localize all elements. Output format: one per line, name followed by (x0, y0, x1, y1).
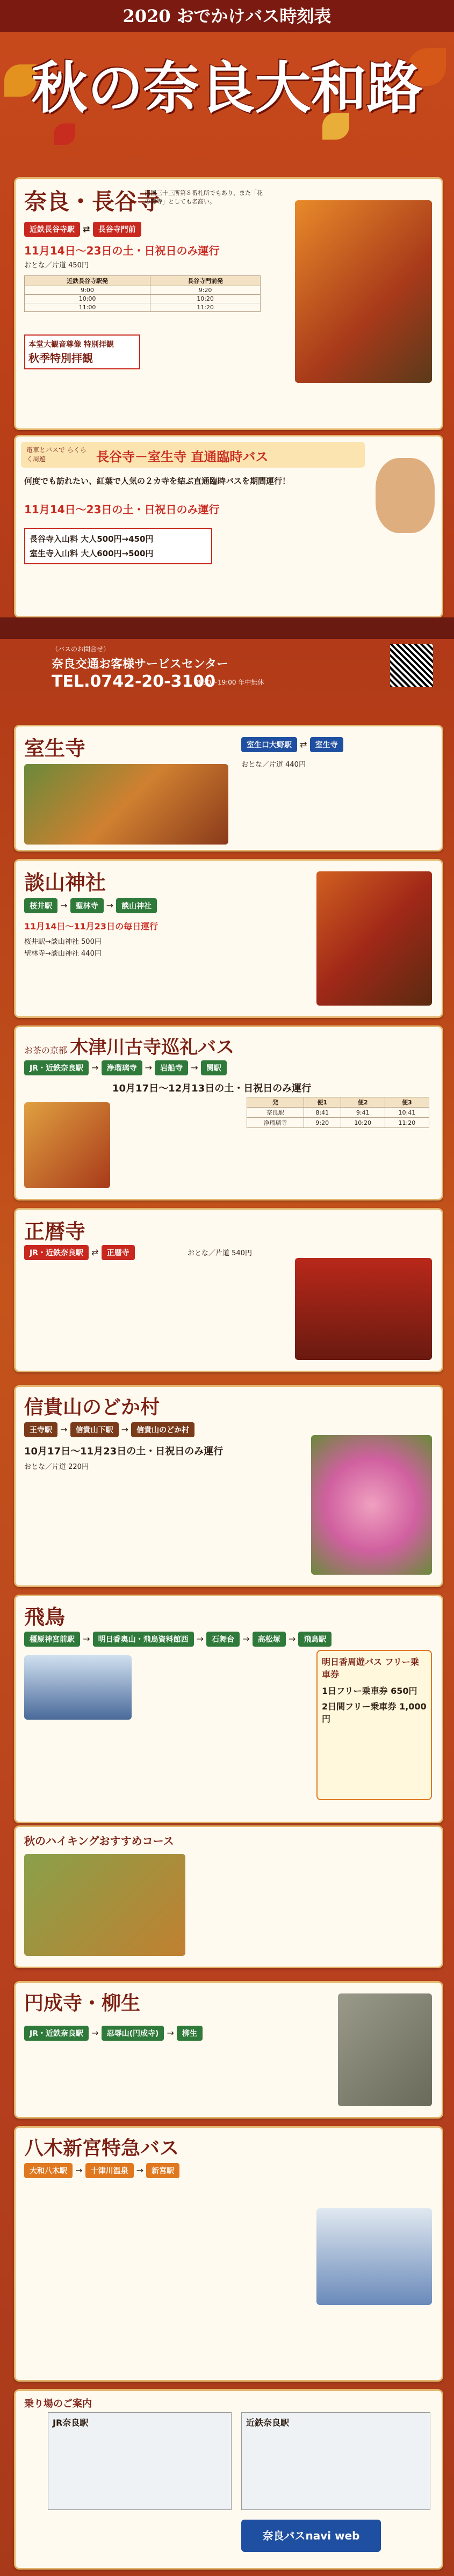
enjoji-route: JR・近鉄奈良駅 → 忍辱山(円成寺) → 柳生 (24, 2026, 203, 2041)
enjoji-title: 円成寺・柳生 (24, 1992, 141, 2014)
kizu-title: お茶の京都 木津川古寺巡礼バス (24, 1037, 235, 1058)
hase-desc: 西国三十三所第８番札所でもあり、また「花の御寺」としても名高い。 (145, 190, 263, 205)
tanzan-photo (316, 871, 432, 1006)
muro-fare: おとな／片道 440円 (241, 761, 306, 769)
map-kintetsu: 近鉄奈良駅 (241, 2412, 430, 2510)
service-center: （バスのお問合せ） 奈良交通お客様サービスセンター TEL.0742-20-3100 8:30〜19:00 年中無休 (14, 644, 440, 698)
hase-panel (14, 177, 443, 430)
kizu-route: JR・近鉄奈良駅 → 浄瑠璃寺 → 岩船寺 → 関駅 (24, 1060, 227, 1075)
shigi-photo (311, 1435, 432, 1575)
direct-header: 電車とバスで らくらく周遊 長谷寺－室生寺 直通臨時バス (21, 442, 365, 468)
route-to: 長谷寺門前 (93, 222, 141, 237)
web-link[interactable]: 奈良バスnavi web (241, 2520, 381, 2552)
yagi-panel (14, 2126, 443, 2382)
kizu-period: 10月17日〜12月13日の土・日祝日のみ運行 (112, 1083, 312, 1094)
footer-panel (14, 2389, 443, 2570)
shigi-route: 王寺駅 → 信貴山下駅 → 信貴山のどか村 (24, 1422, 194, 1437)
route-from: 近鉄長谷寺駅 (24, 222, 80, 237)
hase-special: 本堂大観音尊像 特別拝観 秋季特別拝観 (24, 334, 140, 369)
kizu-panel (14, 1025, 443, 1200)
deer-mascot-icon (376, 458, 435, 533)
direct-fares: 長谷寺入山料 大人500円→450円 室生寺入山料 大人600円→500円 (24, 528, 212, 564)
tanzan-route: 桜井駅 → 聖林寺 → 談山神社 (24, 898, 157, 913)
hase-photo (295, 200, 432, 383)
asuka-pass-box: 明日香周遊バス フリー乗車券 1日フリー乗車券 650円 2日間フリー乗車券 1,000円 (316, 1650, 432, 1800)
main-title: 秋の奈良大和路 (31, 55, 423, 121)
kizu-photo (24, 1102, 110, 1188)
hase-period: 11月14日〜23日の土・日祝日のみ運行 (24, 244, 220, 257)
hiking-panel (14, 1825, 443, 1968)
hase-route: 近鉄長谷寺駅 ⇄ 長谷寺門前 (24, 222, 141, 237)
hiking-photo (24, 1854, 185, 1956)
shigi-period: 10月17日〜11月23日の土・日祝日のみ運行 (24, 1446, 224, 1457)
muro-photo (24, 764, 228, 845)
map-label: 乗り場のご案内 (24, 2398, 92, 2410)
yagi-bus-photo (316, 2208, 432, 2305)
map-jr: JR奈良駅 (48, 2412, 232, 2510)
muro-route: 室生口大野駅 ⇄ 室生寺 (241, 737, 343, 752)
tanzan-panel: 談山神社 桜井駅 → 聖林寺 → 談山神社 11月14日〜11月23日の毎日運行 桜井駅→談山神社 500円 聖林寺→談山神社 440円 (14, 859, 443, 1018)
tanzan-period: 11月14日〜11月23日の毎日運行 (24, 921, 158, 932)
yagi-title: 八木新宮特急バス (24, 2137, 179, 2159)
direct-period: 11月14日〜23日の土・日祝日のみ運行 (24, 503, 220, 516)
direct-bus-panel (14, 435, 443, 618)
enjoji-photo (338, 1993, 432, 2106)
enjoji-panel (14, 1981, 443, 2119)
shoryaku-route: JR・近鉄奈良駅 ⇄ 正暦寺 (24, 1245, 135, 1260)
muro-title: 室生寺 (24, 736, 86, 760)
yagi-route: 大和八木駅 → 十津川温泉 → 新宮駅 (24, 2163, 179, 2178)
maple-leaf-icon (54, 123, 75, 145)
tanzan-title: 談山神社 (24, 870, 106, 894)
shigi-panel: 信貴山のどか村 王寺駅 → 信貴山下駅 → 信貴山のどか村 10月17日〜11月23日の土・日祝日のみ運行 おとな／片道 220円 (14, 1385, 443, 1587)
hase-fare: おとな／片道 450円 (24, 261, 89, 270)
year-title: 2020 おでかけバス時刻表 (122, 6, 332, 26)
shigi-title: 信貴山のどか村 (24, 1396, 160, 1418)
asuka-bus-photo (24, 1655, 132, 1720)
direct-desc: 何度でも訪れたい、紅葉で人気の２カ寺を結ぶ直通臨時バスを期間運行！ (24, 476, 291, 486)
shoryaku-panel: 正暦寺 JR・近鉄奈良駅 ⇄ 正暦寺 おとな／片道 540円 (14, 1208, 443, 1372)
qr-code-icon[interactable] (390, 644, 433, 687)
shoryaku-photo (295, 1258, 432, 1360)
header-bar (0, 0, 454, 32)
hase-timetable: 近鉄長谷寺駅発 長谷寺門前発 9:00 9:20 10:00 10:20 11:00 11:20 (24, 275, 261, 312)
asuka-title: 飛鳥 (24, 1605, 66, 1629)
muro-panel (14, 725, 443, 852)
shoryaku-title: 正暦寺 (24, 1219, 86, 1243)
notice-bar (0, 617, 454, 639)
kizu-timetable: 発 便1 便2 便3 奈良駅 8:41 9:41 10:41 浄瑠璃寺 9:20 10:20 11:20 (247, 1097, 429, 1128)
hiking-title: 秋のハイキングおすすめコース (24, 1835, 174, 1847)
asuka-route: 橿原神宮前駅 → 明日香奥山・飛鳥資料館西 → 石舞台 → 高松塚 → 飛鳥駅 (24, 1632, 332, 1647)
asuka-panel (14, 1595, 443, 1823)
hase-title: 奈良・長谷寺 (24, 188, 160, 215)
